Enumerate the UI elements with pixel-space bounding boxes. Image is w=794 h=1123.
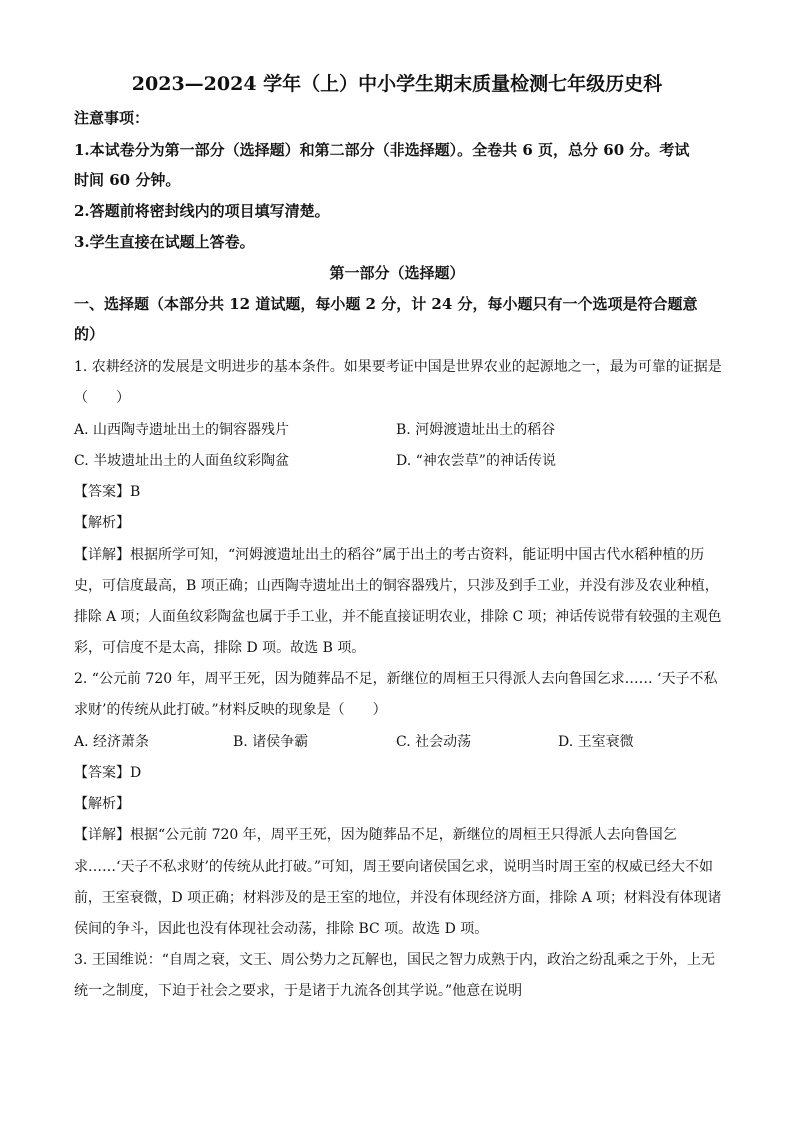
q3-stem-line-2: 统一之制度，下迫于社会之要求，于是诸于九流各创其学说。”他意在说明 xyxy=(74,983,523,999)
notice-item-2: 2.答题前将密封线内的项目填写清楚。 xyxy=(74,202,330,220)
q2-detail-line-2: 求……‘天子不私求财’的传统从此打破。”可知，周王要向诸侯国乞求，说明当时周王室的权威已经大不如 xyxy=(74,859,714,875)
q2-detail-line-4: 侯间的争斗，因此也没有体现社会动荡，排除 BC 项。故选 D 项。 xyxy=(74,921,489,937)
q2-option-b: B. 诸侯争霸 xyxy=(233,734,309,750)
section-1-heading-line-1: 一、选择题（本部分共 12 道试题，每小题 2 分，计 24 分，每小题只有一个选项是符合题意 xyxy=(74,295,698,313)
q2-answer: 【答案】D xyxy=(74,765,142,781)
q2-option-a: A. 经济萧条 xyxy=(74,734,150,750)
q2-analysis-label: 【解析】 xyxy=(74,796,130,812)
q2-option-c: C. 社会动荡 xyxy=(396,734,472,750)
page-title: 2023—2024 学年（上）中小学生期末质量检测七年级历史科 xyxy=(131,73,663,95)
q1-option-c: C. 半坡遗址出土的人面鱼纹彩陶盆 xyxy=(74,453,290,469)
q1-detail-line-4: 彩，可信度不是太高，排除 D 项。故选 B 项。 xyxy=(74,640,366,656)
q2-stem-line-2: 求财’的传统从此打破。”材料反映的现象是（ ） xyxy=(74,702,387,718)
q3-stem-line-1: 3. 王国维说：“自周之衰，文王、周公势力之瓦解也，国民之智力成熟于内，政治之纷乱乘之于外，上无 xyxy=(74,952,715,968)
part-1-heading: 第一部分（选择题） xyxy=(329,264,465,282)
q1-detail-line-3: 排除 A 项；人面鱼纹彩陶盆也属于手工业，并不能直接证明农业，排除 C 项；神话传说带有较强的主观色 xyxy=(74,609,722,625)
q1-option-a: A. 山西陶寺遗址出土的铜容器残片 xyxy=(74,422,290,438)
q1-stem-line-1: 1. 农耕经济的发展是文明进步的基本条件。如果要考证中国是世界农业的起源地之一，最为可靠的证据是 xyxy=(74,359,722,375)
q1-answer: 【答案】B xyxy=(74,484,141,500)
q1-detail-line-2: 史，可信度最高，B 项正确；山西陶寺遗址出土的铜容器残片，只涉及到手工业，并没有涉及农业种植， xyxy=(74,578,719,594)
notice-item-1-line-2: 时间 60 分钟。 xyxy=(74,171,181,189)
q2-stem-line-1: 2. “公元前 720 年，周平王死，因为随葬品不足，新继位的周桓王只得派人去向鲁国乞求…… ‘天子不私 xyxy=(74,671,718,687)
q2-option-d: D. 王室衰微 xyxy=(558,734,634,750)
q1-detail-line-1: 【详解】根据所学可知，“河姆渡遗址出土的稻谷”属于出土的考古资料，能证明中国古代水稻种植的历 xyxy=(74,547,705,563)
q1-analysis-label: 【解析】 xyxy=(74,515,130,531)
q2-detail-line-1: 【详解】根据“公元前 720 年，周平王死，因为随葬品不足，新继位的周桓王只得派人去向鲁国乞 xyxy=(74,827,677,843)
q1-stem-line-2: （ ） xyxy=(74,390,130,406)
section-1-heading-line-2: 的） xyxy=(74,325,105,343)
notice-item-1-line-1: 1.本试卷分为第一部分（选择题）和第二部分（非选择题）。全卷共 6 页，总分 60 分。考试 xyxy=(74,141,690,159)
notice-item-3: 3.学生直接在试题上答卷。 xyxy=(74,233,255,251)
q2-detail-line-3: 前，王室衰微，D 项正确；材料涉及的是王室的地位，并没有体现经济方面，排除 A 项；材料没有体现诸 xyxy=(74,890,722,906)
q1-option-d: D. “神农尝草”的神话传说 xyxy=(396,453,556,469)
q1-option-b: B. 河姆渡遗址出土的稻谷 xyxy=(396,422,556,438)
notice-heading: 注意事项： xyxy=(74,109,150,127)
